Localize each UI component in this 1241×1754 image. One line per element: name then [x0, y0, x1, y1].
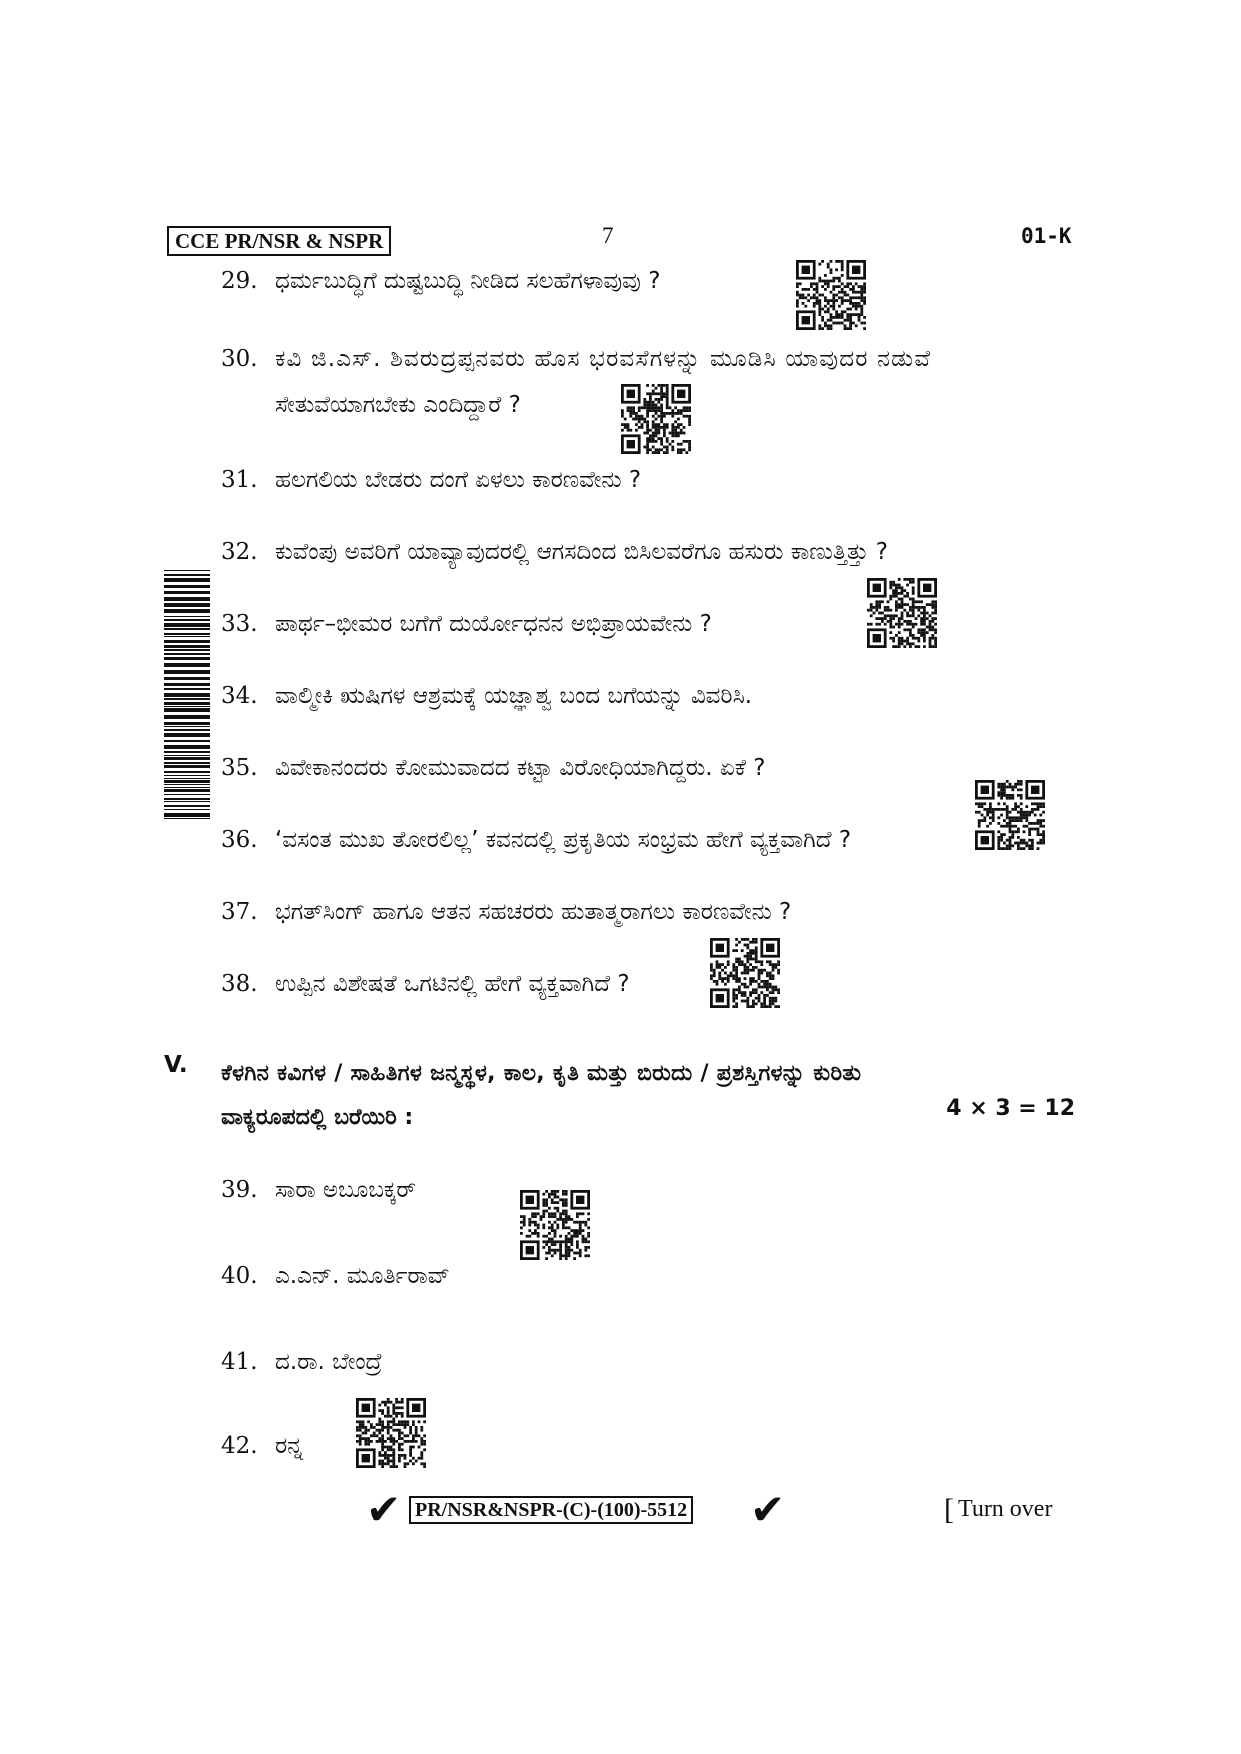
qr-code-icon — [796, 260, 866, 330]
qr-code-icon — [356, 1398, 426, 1468]
question-number: 29. — [221, 268, 258, 294]
question-41 — [221, 1348, 382, 1376]
question-text: ಸಾರಾ ಅಬೂಬಕ್ಕರ್ — [275, 1177, 417, 1203]
bracket: [ — [944, 1493, 954, 1526]
question-number: 40. — [221, 1263, 258, 1289]
question-number: 38. — [221, 971, 258, 997]
question-number: 32. — [221, 539, 258, 565]
turn-over-note — [944, 1493, 1052, 1527]
paper-code: 01-K — [1021, 224, 1072, 248]
instruction-line-2: ವಾಕ್ಯರೂಪದಲ್ಲಿ ಬರೆಯಿರಿ : — [221, 1105, 414, 1130]
question-number: 41. — [221, 1349, 258, 1375]
question-text: ಎ.ಎನ್. ಮೂರ್ತಿರಾವ್ — [275, 1263, 450, 1289]
question-42 — [221, 1432, 303, 1460]
question-text: ರನ್ನ — [275, 1433, 304, 1459]
qr-code-icon — [520, 1190, 590, 1260]
question-text: ಪಾರ್ಥ–ಭೀಮರ ಬಗೆಗೆ ದುರ್ಯೋಧನನ ಅಭಿಪ್ರಾಯವೇನು ? — [275, 611, 712, 637]
question-text: ವಾಲ್ಮೀಕಿ ಋಷಿಗಳ ಆಶ್ರಮಕ್ಕೆ ಯಜ್ಞಾಶ್ವ ಬಂದ ಬಗೆಯನ್ನು ವಿವರಿಸಿ. — [275, 683, 753, 709]
barcode-icon — [164, 570, 210, 820]
question-text: ದ.ರಾ. ಬೇಂದ್ರೆ — [275, 1349, 383, 1375]
question-text: ಉಪ್ಪಿನ ವಿಶೇಷತೆ ಒಗಟಿನಲ್ಲಿ ಹೇಗೆ ವ್ಯಕ್ತವಾಗಿದೆ ? — [275, 971, 630, 997]
question-29 — [221, 267, 660, 295]
qr-code-icon — [867, 578, 937, 648]
question-39 — [221, 1176, 416, 1204]
footer-code: PR/NSR&NSPR-(C)-(100)-5512 — [409, 1496, 693, 1524]
page-number: 7 — [602, 223, 614, 248]
question-38 — [221, 970, 630, 998]
question-36 — [221, 826, 851, 854]
question-30-continued — [275, 391, 521, 419]
question-number: 35. — [221, 755, 258, 781]
turn-over-text: Turn over — [958, 1496, 1053, 1522]
question-text: ಕುವೆಂಪು ಅವರಿಗೆ ಯಾವ್ಯಾವುದರಲ್ಲಿ ಆಗಸದಿಂದ ಬಿಸಿಲವರೆಗೂ ಹಸುರು ಕಾಣುತ್ತಿತ್ತು ? — [275, 539, 888, 565]
instruction-line-1: ಕೆಳಗಿನ ಕವಿಗಳ / ಸಾಹಿತಿಗಳ ಜನ್ಮಸ್ಥಳ, ಕಾಲ, ಕೃತಿ ಮತ್ತು ಬಿರುದು / ಪ್ರಶಸ್ತಿಗಳನ್ನು ಕುರಿತು — [221, 1061, 862, 1086]
question-text: ‘ವಸಂತ ಮುಖ ತೋರಲಿಲ್ಲ’ ಕವನದಲ್ಲಿ ಪ್ರಕೃತಿಯ ಸಂಭ್ರಮ ಹೇಗೆ ವ್ಯಕ್ತವಾಗಿದೆ ? — [275, 827, 852, 853]
question-34 — [221, 682, 752, 710]
question-31 — [221, 466, 641, 494]
series-label: CCE PR/NSR & NSPR — [167, 226, 391, 256]
question-number: 31. — [221, 467, 258, 493]
qr-code-icon — [710, 938, 780, 1008]
qr-code-icon — [621, 384, 691, 454]
qr-code-icon — [975, 780, 1045, 850]
check-mark-icon: ✔ — [366, 1485, 402, 1534]
question-text: ವಿವೇಕಾನಂದರು ಕೋಮುವಾದದ ಕಟ್ಟಾ ವಿರೋಧಿಯಾಗಿದ್ದರು. ಏಕೆ ? — [275, 755, 766, 781]
question-40 — [221, 1262, 450, 1290]
question-number: 37. — [221, 899, 258, 925]
question-number: 33. — [221, 611, 258, 637]
question-number: 30. — [221, 346, 258, 372]
question-text: ಸೇತುವೆಯಾಗಬೇಕು ಎಂದಿದ್ದಾರೆ ? — [275, 392, 521, 418]
question-30 — [221, 345, 931, 373]
check-mark-icon: ✔ — [750, 1485, 786, 1534]
question-text: ಧರ್ಮಬುದ್ಧಿಗೆ ದುಷ್ಟಬುದ್ಧಿ ನೀಡಿದ ಸಲಹೆಗಳಾವುವು ? — [275, 268, 661, 294]
section-marks: 4 × 3 = 12 — [946, 1096, 1075, 1121]
question-33 — [221, 610, 712, 638]
question-number: 39. — [221, 1177, 258, 1203]
question-text: ಹಲಗಲಿಯ ಬೇಡರು ದಂಗೆ ಏಳಲು ಕಾರಣವೇನು ? — [275, 467, 642, 493]
question-35 — [221, 754, 766, 782]
question-37 — [221, 898, 791, 926]
question-number: 36. — [221, 827, 258, 853]
question-32 — [221, 538, 888, 566]
question-number: 34. — [221, 683, 258, 709]
section-label: V. — [164, 1052, 188, 1078]
question-number: 42. — [221, 1433, 258, 1459]
question-text: ಕವಿ ಜಿ.ಎಸ್. ಶಿವರುದ್ರಪ್ಪನವರು ಹೊಸ ಭರವಸೆಗಳನ್ನು ಮೂಡಿಸಿ ಯಾವುದರ ನಡುವೆ — [275, 346, 932, 372]
question-text: ಭಗತ್‌ಸಿಂಗ್ ಹಾಗೂ ಆತನ ಸಹಚರರು ಹುತಾತ್ಮರಾಗಲು ಕಾರಣವೇನು ? — [275, 899, 792, 925]
